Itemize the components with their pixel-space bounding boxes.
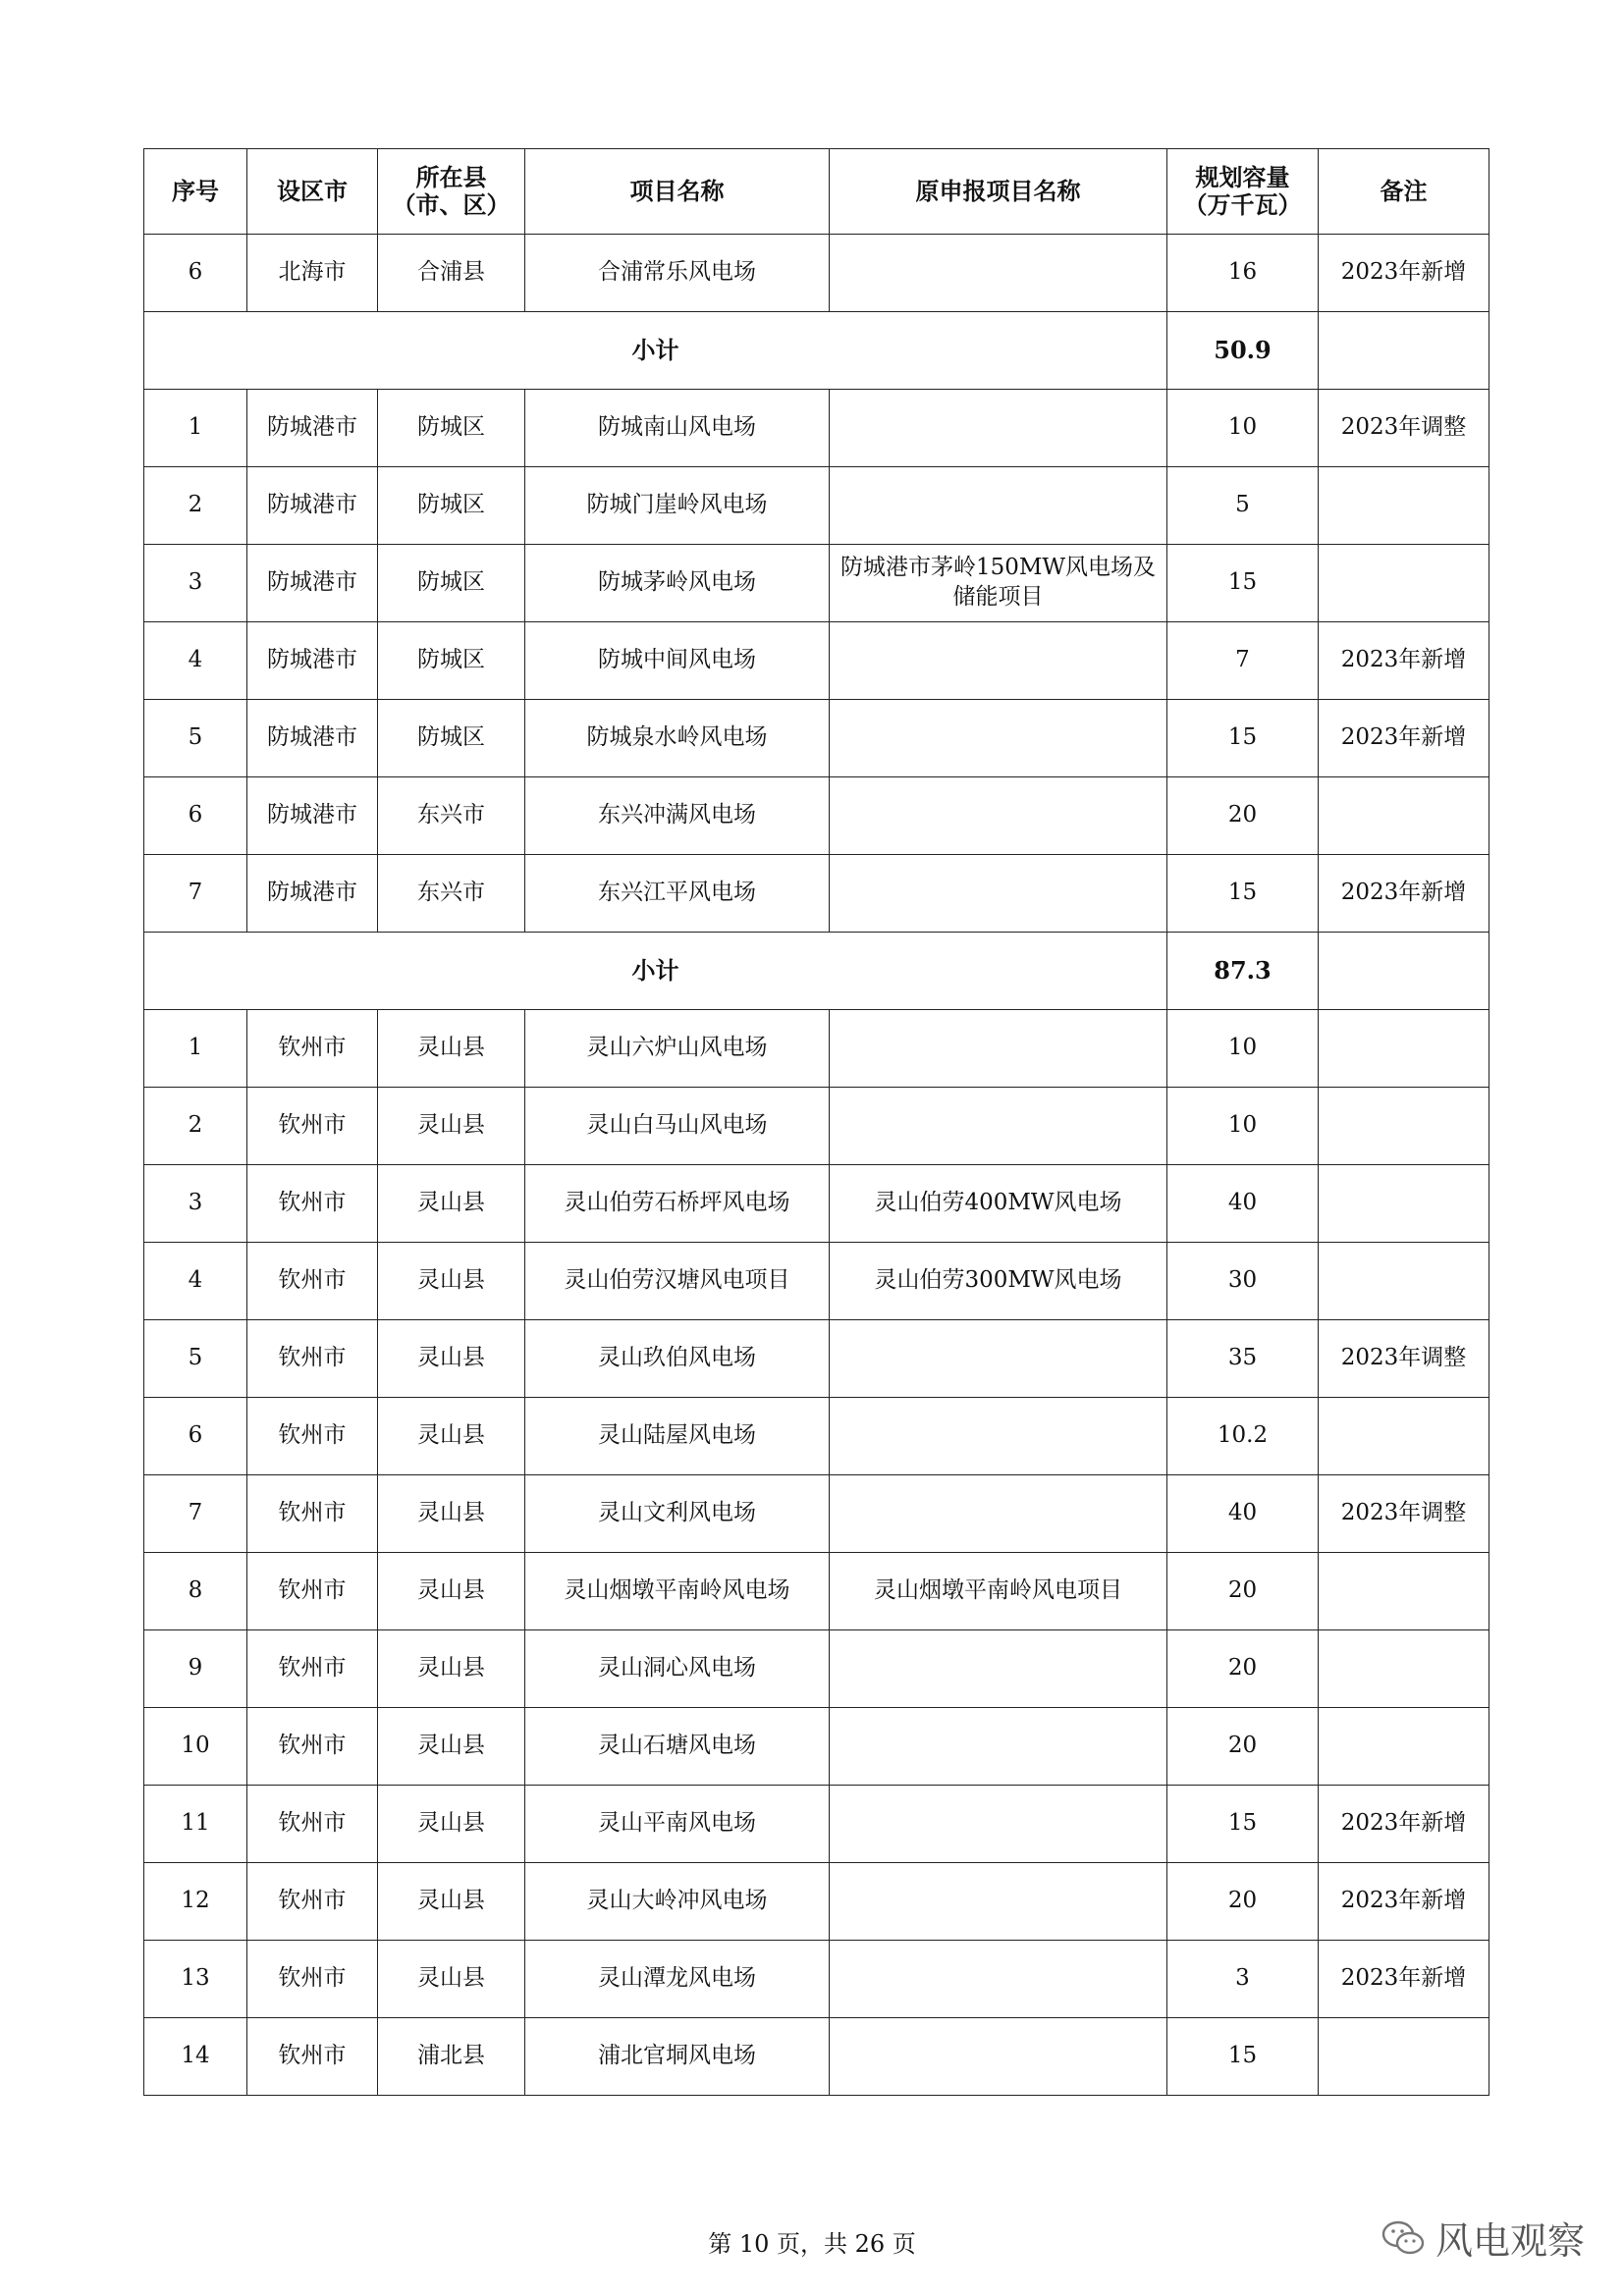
cell-index: 5 bbox=[144, 700, 247, 777]
cell-county: 灵山县 bbox=[378, 1320, 525, 1398]
cell-city: 钦州市 bbox=[247, 1786, 378, 1863]
cell-original-name bbox=[830, 1863, 1167, 1941]
cell-remarks: 2023年新增 bbox=[1319, 1786, 1489, 1863]
table-row bbox=[144, 1630, 1489, 1708]
cell-remarks bbox=[1319, 777, 1489, 855]
cell-county: 灵山县 bbox=[378, 1243, 525, 1320]
cell-city: 钦州市 bbox=[247, 1398, 378, 1475]
cell-city: 防城港市 bbox=[247, 467, 378, 545]
table-row bbox=[144, 2018, 1489, 2096]
cell-index: 12 bbox=[144, 1863, 247, 1941]
table-row bbox=[144, 855, 1489, 933]
cell-remarks bbox=[1319, 1553, 1489, 1630]
cell-county: 灵山县 bbox=[378, 1786, 525, 1863]
table-row bbox=[144, 1786, 1489, 1863]
cell-original-name bbox=[830, 1475, 1167, 1553]
subtotal-label: 小计 bbox=[144, 933, 1167, 1010]
cell-county: 浦北县 bbox=[378, 2018, 525, 2096]
cell-county: 合浦县 bbox=[378, 235, 525, 312]
cell-project-name: 防城门崖岭风电场 bbox=[525, 467, 830, 545]
cell-remarks: 2023年调整 bbox=[1319, 390, 1489, 467]
cell-city: 防城港市 bbox=[247, 545, 378, 622]
cell-project-name: 灵山白马山风电场 bbox=[525, 1088, 830, 1165]
cell-project-name: 浦北官垌风电场 bbox=[525, 2018, 830, 2096]
cell-index: 7 bbox=[144, 855, 247, 933]
cell-remarks bbox=[1319, 1630, 1489, 1708]
cell-county: 灵山县 bbox=[378, 1010, 525, 1088]
cell-original-name bbox=[830, 1786, 1167, 1863]
cell-city: 钦州市 bbox=[247, 1630, 378, 1708]
subtotal-row bbox=[144, 933, 1489, 1010]
cell-county: 东兴市 bbox=[378, 777, 525, 855]
table-row bbox=[144, 1398, 1489, 1475]
subtotal-value: 87.3 bbox=[1167, 933, 1319, 1010]
cell-index: 5 bbox=[144, 1320, 247, 1398]
cell-county: 灵山县 bbox=[378, 1553, 525, 1630]
cell-original-name bbox=[830, 700, 1167, 777]
cell-original-name: 灵山伯劳400MW风电场 bbox=[830, 1165, 1167, 1243]
watermark-text: 风电观察 bbox=[1435, 2219, 1585, 2263]
table-row bbox=[144, 700, 1489, 777]
cell-county: 防城区 bbox=[378, 467, 525, 545]
cell-original-name bbox=[830, 777, 1167, 855]
cell-county: 灵山县 bbox=[378, 1475, 525, 1553]
cell-capacity: 5 bbox=[1167, 467, 1319, 545]
cell-remarks bbox=[1319, 1243, 1489, 1320]
cell-original-name bbox=[830, 1010, 1167, 1088]
table-row bbox=[144, 1863, 1489, 1941]
table-row bbox=[144, 1165, 1489, 1243]
cell-city: 钦州市 bbox=[247, 1941, 378, 2018]
cell-original-name bbox=[830, 467, 1167, 545]
cell-city: 防城港市 bbox=[247, 855, 378, 933]
table-row bbox=[144, 545, 1489, 622]
cell-capacity: 10.2 bbox=[1167, 1398, 1319, 1475]
cell-remarks bbox=[1319, 1398, 1489, 1475]
cell-index: 1 bbox=[144, 390, 247, 467]
cell-index: 3 bbox=[144, 545, 247, 622]
cell-capacity: 15 bbox=[1167, 700, 1319, 777]
project-table bbox=[143, 148, 1489, 2096]
header-city: 设区市 bbox=[247, 149, 378, 235]
cell-capacity: 16 bbox=[1167, 235, 1319, 312]
cell-original-name bbox=[830, 1708, 1167, 1786]
cell-remarks: 2023年调整 bbox=[1319, 1320, 1489, 1398]
cell-county: 灵山县 bbox=[378, 1708, 525, 1786]
cell-county: 灵山县 bbox=[378, 1863, 525, 1941]
cell-remarks bbox=[1319, 1088, 1489, 1165]
cell-capacity: 20 bbox=[1167, 777, 1319, 855]
cell-capacity: 20 bbox=[1167, 1863, 1319, 1941]
cell-index: 4 bbox=[144, 622, 247, 700]
cell-capacity: 20 bbox=[1167, 1708, 1319, 1786]
header-original-name: 原申报项目名称 bbox=[830, 149, 1167, 235]
cell-original-name bbox=[830, 235, 1167, 312]
cell-index: 9 bbox=[144, 1630, 247, 1708]
cell-original-name bbox=[830, 1320, 1167, 1398]
cell-remarks: 2023年新增 bbox=[1319, 1941, 1489, 2018]
cell-county: 防城区 bbox=[378, 622, 525, 700]
cell-project-name: 灵山平南风电场 bbox=[525, 1786, 830, 1863]
table-row bbox=[144, 1708, 1489, 1786]
table-row bbox=[144, 1320, 1489, 1398]
cell-original-name: 灵山烟墩平南岭风电项目 bbox=[830, 1553, 1167, 1630]
cell-index: 6 bbox=[144, 1398, 247, 1475]
cell-project-name: 防城中间风电场 bbox=[525, 622, 830, 700]
cell-city: 钦州市 bbox=[247, 1243, 378, 1320]
cell-county: 防城区 bbox=[378, 390, 525, 467]
cell-project-name: 防城茅岭风电场 bbox=[525, 545, 830, 622]
header-index: 序号 bbox=[144, 149, 247, 235]
cell-city: 钦州市 bbox=[247, 1553, 378, 1630]
cell-index: 13 bbox=[144, 1941, 247, 2018]
cell-original-name bbox=[830, 1088, 1167, 1165]
cell-city: 防城港市 bbox=[247, 777, 378, 855]
cell-city: 钦州市 bbox=[247, 1708, 378, 1786]
cell-capacity: 20 bbox=[1167, 1553, 1319, 1630]
cell-index: 14 bbox=[144, 2018, 247, 2096]
cell-index: 3 bbox=[144, 1165, 247, 1243]
cell-original-name bbox=[830, 1398, 1167, 1475]
cell-index: 1 bbox=[144, 1010, 247, 1088]
cell-city: 钦州市 bbox=[247, 1010, 378, 1088]
cell-capacity: 15 bbox=[1167, 855, 1319, 933]
subtotal-remarks bbox=[1319, 312, 1489, 390]
cell-project-name: 灵山玖伯风电场 bbox=[525, 1320, 830, 1398]
cell-county: 灵山县 bbox=[378, 1630, 525, 1708]
cell-project-name: 灵山六炉山风电场 bbox=[525, 1010, 830, 1088]
cell-city: 钦州市 bbox=[247, 1863, 378, 1941]
cell-city: 防城港市 bbox=[247, 700, 378, 777]
cell-city: 防城港市 bbox=[247, 622, 378, 700]
cell-city: 钦州市 bbox=[247, 1088, 378, 1165]
cell-original-name bbox=[830, 1941, 1167, 2018]
cell-city: 钦州市 bbox=[247, 2018, 378, 2096]
cell-project-name: 灵山烟墩平南岭风电场 bbox=[525, 1553, 830, 1630]
cell-capacity: 15 bbox=[1167, 1786, 1319, 1863]
cell-county: 东兴市 bbox=[378, 855, 525, 933]
cell-remarks bbox=[1319, 2018, 1489, 2096]
cell-project-name: 防城南山风电场 bbox=[525, 390, 830, 467]
table-row bbox=[144, 1243, 1489, 1320]
cell-remarks: 2023年新增 bbox=[1319, 622, 1489, 700]
cell-county: 灵山县 bbox=[378, 1941, 525, 2018]
cell-county: 灵山县 bbox=[378, 1088, 525, 1165]
header-capacity: 规划容量（万千瓦） bbox=[1167, 149, 1319, 235]
cell-index: 11 bbox=[144, 1786, 247, 1863]
cell-original-name bbox=[830, 2018, 1167, 2096]
cell-project-name: 灵山潭龙风电场 bbox=[525, 1941, 830, 2018]
table-row bbox=[144, 1010, 1489, 1088]
cell-capacity: 7 bbox=[1167, 622, 1319, 700]
cell-city: 北海市 bbox=[247, 235, 378, 312]
cell-project-name: 灵山洞心风电场 bbox=[525, 1630, 830, 1708]
watermark bbox=[1380, 2211, 1585, 2265]
cell-capacity: 35 bbox=[1167, 1320, 1319, 1398]
table-row bbox=[144, 390, 1489, 467]
cell-project-name: 防城泉水岭风电场 bbox=[525, 700, 830, 777]
cell-original-name bbox=[830, 1630, 1167, 1708]
cell-index: 6 bbox=[144, 777, 247, 855]
cell-county: 防城区 bbox=[378, 545, 525, 622]
page-footer: 第 10 页，共 26 页 bbox=[708, 2230, 916, 2258]
cell-project-name: 灵山文利风电场 bbox=[525, 1475, 830, 1553]
cell-index: 4 bbox=[144, 1243, 247, 1320]
table-row bbox=[144, 467, 1489, 545]
cell-index: 2 bbox=[144, 467, 247, 545]
table-body bbox=[144, 235, 1489, 2096]
cell-remarks bbox=[1319, 1708, 1489, 1786]
cell-original-name bbox=[830, 622, 1167, 700]
table-row bbox=[144, 1088, 1489, 1165]
cell-original-name: 灵山伯劳300MW风电场 bbox=[830, 1243, 1167, 1320]
cell-capacity: 30 bbox=[1167, 1243, 1319, 1320]
wechat-icon bbox=[1380, 2219, 1426, 2257]
cell-remarks bbox=[1319, 1165, 1489, 1243]
cell-project-name: 灵山石塘风电场 bbox=[525, 1708, 830, 1786]
cell-index: 8 bbox=[144, 1553, 247, 1630]
cell-remarks bbox=[1319, 1010, 1489, 1088]
subtotal-row bbox=[144, 312, 1489, 390]
cell-capacity: 10 bbox=[1167, 390, 1319, 467]
cell-remarks: 2023年新增 bbox=[1319, 1863, 1489, 1941]
cell-county: 灵山县 bbox=[378, 1398, 525, 1475]
cell-capacity: 40 bbox=[1167, 1475, 1319, 1553]
cell-remarks: 2023年调整 bbox=[1319, 1475, 1489, 1553]
cell-city: 钦州市 bbox=[247, 1165, 378, 1243]
subtotal-remarks bbox=[1319, 933, 1489, 1010]
cell-city: 钦州市 bbox=[247, 1475, 378, 1553]
cell-original-name bbox=[830, 390, 1167, 467]
cell-remarks bbox=[1319, 467, 1489, 545]
cell-city: 防城港市 bbox=[247, 390, 378, 467]
cell-original-name: 防城港市茅岭150MW风电场及储能项目 bbox=[830, 545, 1167, 622]
cell-capacity: 10 bbox=[1167, 1010, 1319, 1088]
cell-index: 7 bbox=[144, 1475, 247, 1553]
cell-capacity: 15 bbox=[1167, 2018, 1319, 2096]
cell-project-name: 东兴冲满风电场 bbox=[525, 777, 830, 855]
table-header-row bbox=[144, 149, 1489, 235]
table-row bbox=[144, 1475, 1489, 1553]
subtotal-label: 小计 bbox=[144, 312, 1167, 390]
cell-capacity: 3 bbox=[1167, 1941, 1319, 2018]
cell-remarks: 2023年新增 bbox=[1319, 700, 1489, 777]
cell-capacity: 10 bbox=[1167, 1088, 1319, 1165]
cell-project-name: 灵山大岭冲风电场 bbox=[525, 1863, 830, 1941]
cell-remarks bbox=[1319, 545, 1489, 622]
subtotal-value: 50.9 bbox=[1167, 312, 1319, 390]
cell-city: 钦州市 bbox=[247, 1320, 378, 1398]
cell-original-name bbox=[830, 855, 1167, 933]
cell-project-name: 灵山陆屋风电场 bbox=[525, 1398, 830, 1475]
cell-index: 6 bbox=[144, 235, 247, 312]
table-row bbox=[144, 1941, 1489, 2018]
cell-capacity: 40 bbox=[1167, 1165, 1319, 1243]
cell-index: 10 bbox=[144, 1708, 247, 1786]
cell-county: 防城区 bbox=[378, 700, 525, 777]
table-row bbox=[144, 777, 1489, 855]
header-county: 所在县（市、区） bbox=[378, 149, 525, 235]
cell-capacity: 15 bbox=[1167, 545, 1319, 622]
cell-project-name: 灵山伯劳石桥坪风电场 bbox=[525, 1165, 830, 1243]
cell-project-name: 灵山伯劳汉塘风电项目 bbox=[525, 1243, 830, 1320]
cell-county: 灵山县 bbox=[378, 1165, 525, 1243]
table-row bbox=[144, 622, 1489, 700]
table-row bbox=[144, 1553, 1489, 1630]
cell-project-name: 东兴江平风电场 bbox=[525, 855, 830, 933]
cell-index: 2 bbox=[144, 1088, 247, 1165]
cell-project-name: 合浦常乐风电场 bbox=[525, 235, 830, 312]
cell-capacity: 20 bbox=[1167, 1630, 1319, 1708]
cell-remarks: 2023年新增 bbox=[1319, 855, 1489, 933]
header-project-name: 项目名称 bbox=[525, 149, 830, 235]
header-remarks: 备注 bbox=[1319, 149, 1489, 235]
cell-remarks: 2023年新增 bbox=[1319, 235, 1489, 312]
table-row bbox=[144, 235, 1489, 312]
